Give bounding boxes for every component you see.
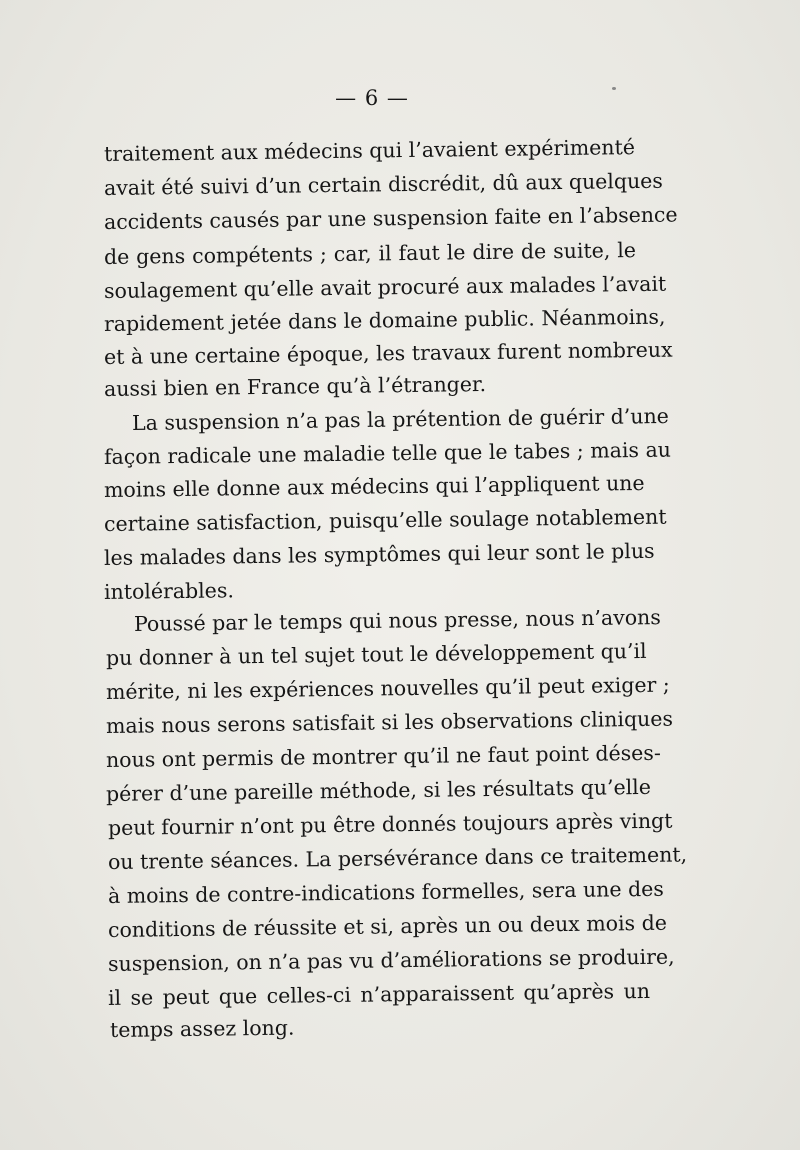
text-line: façon radicale une maladie telle que le tabes ; mais au xyxy=(103,437,672,469)
text-line: mérite, ni les expériences nouvelles qu’il peut exiger ; xyxy=(105,672,670,704)
text-line: conditions de réussite et si, après un ou deux mois de xyxy=(107,910,668,942)
text-line: ou trente séances. La persévérance dans ce traitement, xyxy=(107,842,688,874)
ink-speck xyxy=(612,87,616,90)
page-number: — 6 — xyxy=(335,86,409,110)
text-line: suspension, on n’a pas vu d’améliorations se produire, xyxy=(107,944,675,976)
text-line: peut fournir n’ont pu être donnés toujours après vingt xyxy=(107,808,673,840)
text-line: moins elle donne aux médecins qui l’appliquent une xyxy=(103,470,645,502)
text-line: soulagement qu’elle avait procuré aux malades l’avait xyxy=(103,271,667,303)
text-line: rapidement jetée dans le domaine public. Néanmoins, xyxy=(103,304,666,336)
text-line: de gens compétents ; car, il faut le dire de suite, le xyxy=(103,238,637,269)
text-line: aussi bien en France qu’à l’étranger. xyxy=(103,371,487,401)
text-line: à moins de contre-indications formelles, sera une des xyxy=(107,876,664,908)
text-line: pu donner à un tel sujet tout le développement qu’il xyxy=(105,638,647,670)
text-line: nous ont permis de montrer qu’il ne faut point déses- xyxy=(105,740,661,772)
text-line: pérer d’une pareille méthode, si les résultats qu’elle xyxy=(105,774,652,806)
text-line: Poussé par le temps qui nous presse, nous n’avons xyxy=(133,605,661,636)
text-line: accidents causés par une suspension faite en l’absence xyxy=(103,202,678,234)
text-line: il se peut que celles-ci n’apparaissent qu’après un xyxy=(107,978,651,1010)
text-line: les malades dans les symptômes qui leur sont le plus xyxy=(103,538,655,570)
text-line: certaine satisfaction, puisqu’elle soulage notablement xyxy=(103,504,667,536)
text-line: intolérables. xyxy=(103,578,235,604)
text-line: traitement aux médecins qui l’avaient expérimenté xyxy=(103,135,636,166)
text-line: temps assez long. xyxy=(109,1015,295,1042)
text-line: mais nous serons satisfait si les observations cliniques xyxy=(105,706,674,738)
text-line: La suspension n’a pas la prétention de guérir d’une xyxy=(131,403,670,435)
text-line: et à une certaine époque, les travaux furent nombreux xyxy=(103,337,673,369)
text-line: avait été suivi d’un certain discrédit, dû aux quelques xyxy=(103,168,664,200)
